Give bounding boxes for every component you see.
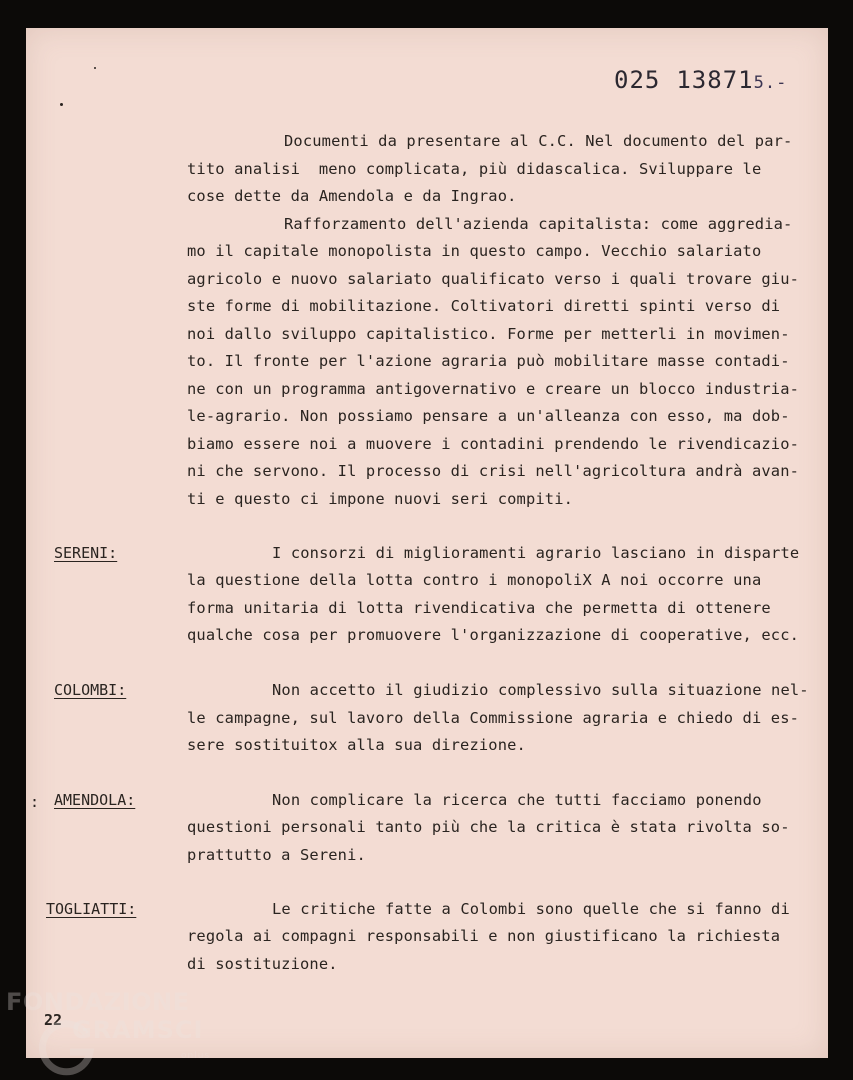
speech-line: I consorzi di miglioramenti agrario lasciano in disparte (272, 544, 800, 562)
watermark-line-1: FONDAZIONE (6, 988, 190, 1016)
intro-line: ne con un programma antigovernativo e creare un blocco industria- (187, 380, 800, 398)
intro-line: ni che servono. Il processo di crisi nell'agricoltura andrà avan- (187, 462, 800, 480)
speech-line: Non complicare la ricerca che tutti facciamo ponendo (272, 791, 762, 809)
margin-colon-mark: : (30, 793, 40, 811)
speech-line: qualche cosa per promuovere l'organizzazione di cooperative, ecc. (187, 626, 800, 644)
fondazione-gramsci-watermark (6, 988, 221, 1078)
watermark-line-2: GRAMSCI (72, 1016, 204, 1044)
intro-line: Rafforzamento dell'azienda capitalista: come aggredia- (284, 215, 793, 233)
speech-line: forma unitaria di lotta rivendicativa che permetta di ottenere (187, 599, 771, 617)
intro-line: noi dallo sviluppo capitalistico. Forme per metterli in movimen- (187, 325, 790, 343)
intro-line: ti e questo ci impone nuovi seri compiti. (187, 490, 574, 508)
stamp-number-part-2: 13871 (676, 66, 754, 94)
speech-line: sere sostituitox alla sua direzione. (187, 736, 526, 754)
speaker-colombi: COLOMBI: (54, 681, 127, 699)
stamp-handwritten-suffix: 5.- (753, 73, 788, 93)
intro-line: to. Il fronte per l'azione agraria può mobilitare masse contadi- (187, 352, 790, 370)
stamp-number-part-1: 025 (614, 66, 661, 94)
intro-line: Documenti da presentare al C.C. Nel documento del par- (284, 132, 793, 150)
watermark-line-3: onlus (181, 1051, 211, 1061)
intro-line: tito analisi meno complicata, più didascalica. Sviluppare le (187, 160, 762, 178)
intro-line: biamo essere noi a muovere i contadini prendendo le rivendicazio- (187, 435, 800, 453)
speech-line: regola ai compagni responsabili e non giustificano la richiesta (187, 927, 781, 945)
archive-stamp-number (614, 66, 787, 94)
ink-speck (94, 67, 96, 69)
page-number: 22 (44, 1011, 63, 1029)
speaker-sereni: SERENI: (54, 544, 118, 562)
ink-speck (60, 103, 63, 106)
speech-line: Non accetto il giudizio complessivo sulla situazione nel- (272, 681, 809, 699)
intro-line: le-agrario. Non possiamo pensare a un'alleanza con esso, ma dob- (187, 407, 790, 425)
intro-line: mo il capitale monopolista in questo campo. Vecchio salariato (187, 242, 762, 260)
intro-line: cose dette da Amendola e da Ingrao. (187, 187, 517, 205)
speaker-togliatti: TOGLIATTI: (46, 900, 137, 918)
speech-line: la questione della lotta contro i monopoliX A noi occorre una (187, 571, 762, 589)
intro-line: agricolo e nuovo salariato qualificato verso i quali trovare giu- (187, 270, 800, 288)
speech-line: le campagne, sul lavoro della Commissione agraria e chiedo di es- (187, 709, 800, 727)
speech-line: di sostituzione. (187, 955, 338, 973)
speech-line: questioni personali tanto più che la critica è stata rivolta so- (187, 818, 790, 836)
intro-line: ste forme di mobilitazione. Coltivatori diretti spinti verso di (187, 297, 781, 315)
speaker-amendola: AMENDOLA: (54, 791, 136, 809)
speech-line: Le critiche fatte a Colombi sono quelle che si fanno di (272, 900, 790, 918)
speech-line: prattutto a Sereni. (187, 846, 366, 864)
